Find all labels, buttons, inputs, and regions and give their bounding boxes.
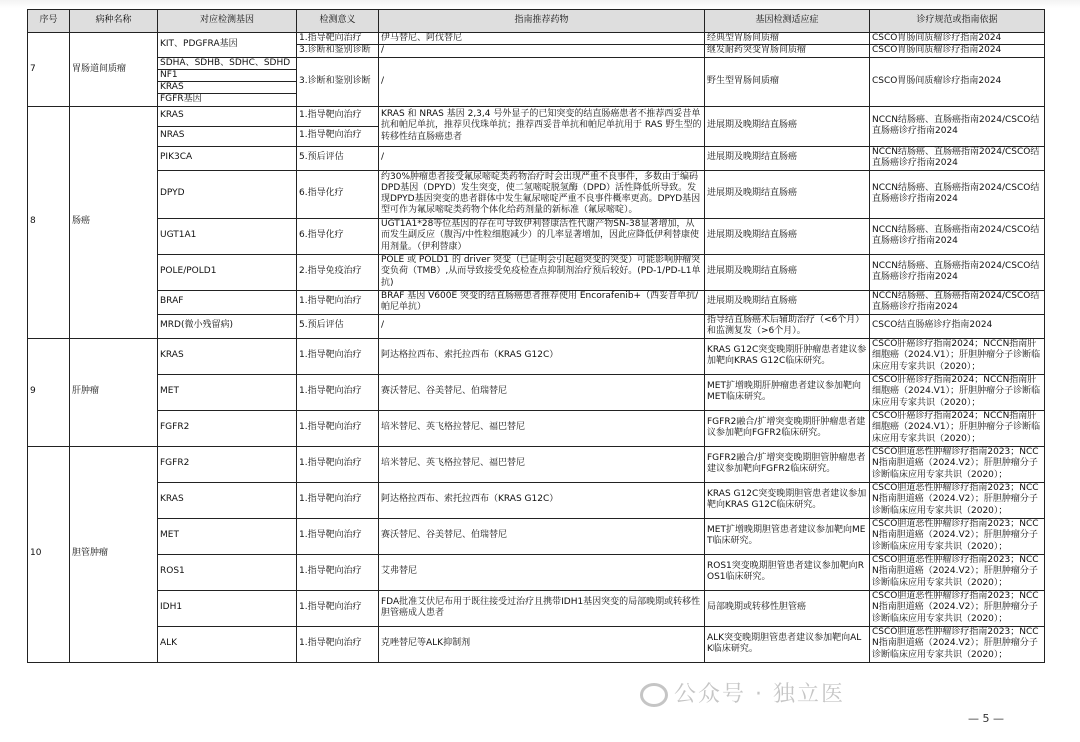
significance: 1.指导靶向治疗: [297, 126, 379, 146]
guideline-basis: NCCN结肠癌、直肠癌指南2024/CSCO结直肠癌诊疗指南2024: [870, 218, 1045, 254]
significance: 3.诊断和鉴别诊断: [297, 57, 379, 106]
significance: 1.指导靶向治疗: [297, 338, 379, 374]
table-row: [28, 446, 1045, 482]
table-row: [28, 290, 1045, 314]
guideline-basis: NCCN结肠癌、直肠癌指南2024/CSCO结直肠癌诊疗指南2024: [870, 254, 1045, 290]
col-header-disease: 病种名称: [70, 10, 158, 33]
table-row: [28, 146, 1045, 170]
watermark: [640, 677, 845, 708]
gene: IDH1: [158, 590, 297, 626]
gene: SDHA、SDHB、SDHC、SDHD: [158, 57, 297, 69]
guideline-basis: CSCO肝癌诊疗指南2024；NCCN指南肝细胞癌（2024.V1）；肝胆肿瘤分子诊断临床应用专家共识（2020）；: [870, 338, 1045, 374]
drugs: 阿达格拉西布、索托拉西布（KRAS G12C）: [379, 482, 705, 518]
indication: 进展期及晚期结直肠癌: [705, 170, 870, 218]
drugs: 赛沃替尼、谷美替尼、伯瑞替尼: [379, 374, 705, 410]
gene: FGFR2: [158, 410, 297, 446]
significance: 1.指导靶向治疗: [297, 554, 379, 590]
table-row: [28, 482, 1045, 518]
guideline-basis: CSCO胃肠间质瘤诊疗指南2024: [870, 57, 1045, 106]
guideline-basis: NCCN结肠癌、直肠癌指南2024/CSCO结直肠癌诊疗指南2024: [870, 146, 1045, 170]
table-row: [28, 218, 1045, 254]
drugs: /: [379, 314, 705, 338]
guideline-basis: CSCO胆道恶性肿瘤诊疗指南2023；NCCN指南胆道癌（2024.V2）；肝胆肿瘤分子诊断临床应用专家共识（2020）；: [870, 554, 1045, 590]
table-row: [28, 57, 1045, 69]
guideline-basis: NCCN结肠癌、直肠癌指南2024/CSCO结直肠癌诊疗指南2024: [870, 290, 1045, 314]
guideline-basis: CSCO胆道恶性肿瘤诊疗指南2023；NCCN指南胆道癌（2024.V2）；肝胆肿瘤分子诊断临床应用专家共识（2020）；: [870, 626, 1045, 662]
indication: 野生型胃肠间质瘤: [705, 57, 870, 106]
gene: UGT1A1: [158, 218, 297, 254]
watermark-text: 公众号 · 独立医: [674, 682, 845, 707]
indication: 局部晚期或转移性胆管癌: [705, 590, 870, 626]
page-number: — 5 —: [968, 712, 1004, 725]
drugs: /: [379, 146, 705, 170]
indication: 进展期及晚期结直肠癌: [705, 146, 870, 170]
gene: ROS1: [158, 554, 297, 590]
significance: 1.指导靶向治疗: [297, 290, 379, 314]
gene-testing-table: [27, 9, 1045, 663]
disease-name: 肝肿瘤: [70, 338, 158, 446]
wechat-icon: [640, 683, 668, 707]
table-row: [28, 554, 1045, 590]
gene: MRD(微小残留病): [158, 314, 297, 338]
guideline-basis: CSCO胃肠间质瘤诊疗指南2024: [870, 45, 1045, 57]
indication: MET扩增晚期胆管患者建议参加靶向MET临床研究。: [705, 518, 870, 554]
indication: 进展期及晚期结直肠癌: [705, 290, 870, 314]
significance: 1.指导靶向治疗: [297, 33, 379, 45]
drugs: 约30%肿瘤患者接受氟尿嘧啶类药物治疗时会出现严重不良事件，多数由于编码DPD基因（DPYD）发生突变，使二氢嘧啶脱氢酶（DPD）活性降低所导致。发现DPYD基因突变的患者群体中发生氟尿嘧啶严重不良事件概率更高。DPYD基因型可作为氟尿嘧啶类药物个体化给药剂量的新标准（氟尿嘧啶）。: [379, 170, 705, 218]
table-row: [28, 338, 1045, 374]
gene: MET: [158, 374, 297, 410]
gene: MET: [158, 518, 297, 554]
gene: KRAS: [158, 82, 297, 94]
col-header-no: 序号: [28, 10, 70, 33]
gene: POLE/POLD1: [158, 254, 297, 290]
table-row: [28, 374, 1045, 410]
guideline-basis: CSCO胆道恶性肿瘤诊疗指南2023；NCCN指南胆道癌（2024.V2）；肝胆肿瘤分子诊断临床应用专家共识（2020）；: [870, 518, 1045, 554]
row-number: 10: [28, 446, 70, 662]
row-number: 9: [28, 338, 70, 446]
table-row: [28, 33, 1045, 45]
significance: 1.指导靶向治疗: [297, 446, 379, 482]
indication: ROS1突变晚期胆管患者建议参加靶向ROS1临床研究。: [705, 554, 870, 590]
significance: 5.预后评估: [297, 146, 379, 170]
significance: 6.指导化疗: [297, 218, 379, 254]
disease-name: 胆管肿瘤: [70, 446, 158, 662]
significance: 1.指导靶向治疗: [297, 518, 379, 554]
significance: 2.指导免疫治疗: [297, 254, 379, 290]
gene: NF1: [158, 69, 297, 81]
significance: 6.指导化疗: [297, 170, 379, 218]
indication: 经典型胃肠间质瘤: [705, 33, 870, 45]
drugs: 培米替尼、英飞格拉替尼、福巴替尼: [379, 446, 705, 482]
guideline-basis: CSCO结直肠癌诊疗指南2024: [870, 314, 1045, 338]
table-row: [28, 590, 1045, 626]
col-header-significance: 检测意义: [297, 10, 379, 33]
gene: ALK: [158, 626, 297, 662]
guideline-basis: CSCO胆道恶性肿瘤诊疗指南2023；NCCN指南胆道癌（2024.V2）；肝胆肿瘤分子诊断临床应用专家共识（2020）；: [870, 446, 1045, 482]
gene: BRAF: [158, 290, 297, 314]
col-header-basis: 诊疗规范或指南依据: [870, 10, 1045, 33]
drugs: 培米替尼、英飞格拉替尼、福巴替尼: [379, 410, 705, 446]
drugs: BRAF 基因 V600E 突变的结直肠癌患者推荐使用 Encorafenib+（西妥昔单抗/帕尼单抗）: [379, 290, 705, 314]
significance: 1.指导靶向治疗: [297, 626, 379, 662]
guideline-basis: CSCO肝癌诊疗指南2024；NCCN指南肝细胞癌（2024.V1）；肝胆肿瘤分子诊断临床应用专家共识（2020）；: [870, 374, 1045, 410]
indication: FGFR2融合/扩增突变晚期胆管肿瘤患者建议参加靶向FGFR2临床研究。: [705, 446, 870, 482]
significance: 1.指导靶向治疗: [297, 106, 379, 126]
drugs: 伊马替尼、阿伐替尼: [379, 33, 705, 45]
indication: 进展期及晚期结直肠癌: [705, 218, 870, 254]
guideline-basis: CSCO胆道恶性肿瘤诊疗指南2023；NCCN指南胆道癌（2024.V2）；肝胆肿瘤分子诊断临床应用专家共识（2020）；: [870, 590, 1045, 626]
significance: 1.指导靶向治疗: [297, 590, 379, 626]
significance: 5.预后评估: [297, 314, 379, 338]
drugs: 阿达格拉西布、索托拉西布（KRAS G12C）: [379, 338, 705, 374]
disease-name: 胃肠道间质瘤: [70, 33, 158, 107]
indication: FGFR2融合/扩增突变晚期肝肿瘤患者建议参加靶向FGFR2临床研究。: [705, 410, 870, 446]
drugs: /: [379, 45, 705, 57]
drugs: 克唑替尼等ALK抑制剂: [379, 626, 705, 662]
gene: KRAS: [158, 482, 297, 518]
gene: KRAS: [158, 106, 297, 126]
col-header-indication: 基因检测适应症: [705, 10, 870, 33]
indication: 进展期及晚期结直肠癌: [705, 254, 870, 290]
guideline-basis: CSCO肝癌诊疗指南2024；NCCN指南肝细胞癌（2024.V1）；肝胆肿瘤分子诊断临床应用专家共识（2020）；: [870, 410, 1045, 446]
indication: KRAS G12C突变晚期肝肿瘤患者建议参加靶向KRAS G12C临床研究。: [705, 338, 870, 374]
indication: 进展期及晚期结直肠癌: [705, 106, 870, 146]
drugs: UGT1A1*28等位基因的存在可导致伊利替康活性代谢产物SN-38显著增加，从而发生副反应（腹泻/中性粒细胞减少）的几率显著增加，因此应降低伊利替康使用剂量。（伊利替康）: [379, 218, 705, 254]
table-row: [28, 626, 1045, 662]
table-row: [28, 518, 1045, 554]
significance: 1.指导靶向治疗: [297, 374, 379, 410]
table-header-row: [28, 10, 1045, 33]
drugs: /: [379, 57, 705, 106]
col-header-gene: 对应检测基因: [158, 10, 297, 33]
guideline-basis: NCCN结肠癌、直肠癌指南2024/CSCO结直肠癌诊疗指南2024: [870, 106, 1045, 146]
row-number: 7: [28, 33, 70, 107]
gene: FGFR2: [158, 446, 297, 482]
table-row: [28, 170, 1045, 218]
disease-name: 肠癌: [70, 106, 158, 338]
drugs: FDA批准艾伏尼布用于既往接受过治疗且携带IDH1基因突变的局部晚期或转移性胆管癌成人患者: [379, 590, 705, 626]
table-row: [28, 106, 1045, 126]
table-row: [28, 314, 1045, 338]
drugs: KRAS 和 NRAS 基因 2,3,4 号外显子的已知突变的结直肠癌患者不推荐西妥昔单抗和帕尼单抗，推荐贝伐珠单抗；推荐西妥昔单抗和帕尼单抗用于 RAS 野生型的转移性结直肠癌患者: [379, 106, 705, 146]
table-row: [28, 254, 1045, 290]
guideline-basis: NCCN结肠癌、直肠癌指南2024/CSCO结直肠癌诊疗指南2024: [870, 170, 1045, 218]
indication: KRAS G12C突变晚期胆管患者建议参加靶向KRAS G12C临床研究。: [705, 482, 870, 518]
drugs: POLE 或 POLD1 的 driver 突变（已证明会引起超突变的突变）可能影响肿瘤突变负荷（TMB）,从而导致接受免疫检查点抑制剂治疗预后较好。(PD-1/PD-L1单抗): [379, 254, 705, 290]
gene: FGFR基因: [158, 94, 297, 106]
significance: 1.指导靶向治疗: [297, 410, 379, 446]
indication: 指导结直肠癌术后辅助治疗（<6个月）和监测复发（>6个月）。: [705, 314, 870, 338]
indication: MET扩增晚期肝肿瘤患者建议参加靶向MET临床研究。: [705, 374, 870, 410]
indication: ALK突变晚期胆管患者建议参加靶向ALK临床研究。: [705, 626, 870, 662]
indication: 继发耐药突变胃肠间质瘤: [705, 45, 870, 57]
guideline-basis: CSCO胆道恶性肿瘤诊疗指南2023；NCCN指南胆道癌（2024.V2）；肝胆肿瘤分子诊断临床应用专家共识（2020）；: [870, 482, 1045, 518]
row-number: 8: [28, 106, 70, 338]
gene: NRAS: [158, 126, 297, 146]
gene: PIK3CA: [158, 146, 297, 170]
significance: 1.指导靶向治疗: [297, 482, 379, 518]
significance: 3.诊断和鉴别诊断: [297, 45, 379, 57]
gene: KRAS: [158, 338, 297, 374]
gene: DPYD: [158, 170, 297, 218]
table-row: [28, 410, 1045, 446]
drugs: 赛沃替尼、谷美替尼、伯瑞替尼: [379, 518, 705, 554]
guideline-basis: CSCO胃肠间质瘤诊疗指南2024: [870, 33, 1045, 45]
gene: KIT、PDGFRA基因: [158, 33, 297, 58]
drugs: 艾弗替尼: [379, 554, 705, 590]
col-header-drugs: 指南推荐药物: [379, 10, 705, 33]
